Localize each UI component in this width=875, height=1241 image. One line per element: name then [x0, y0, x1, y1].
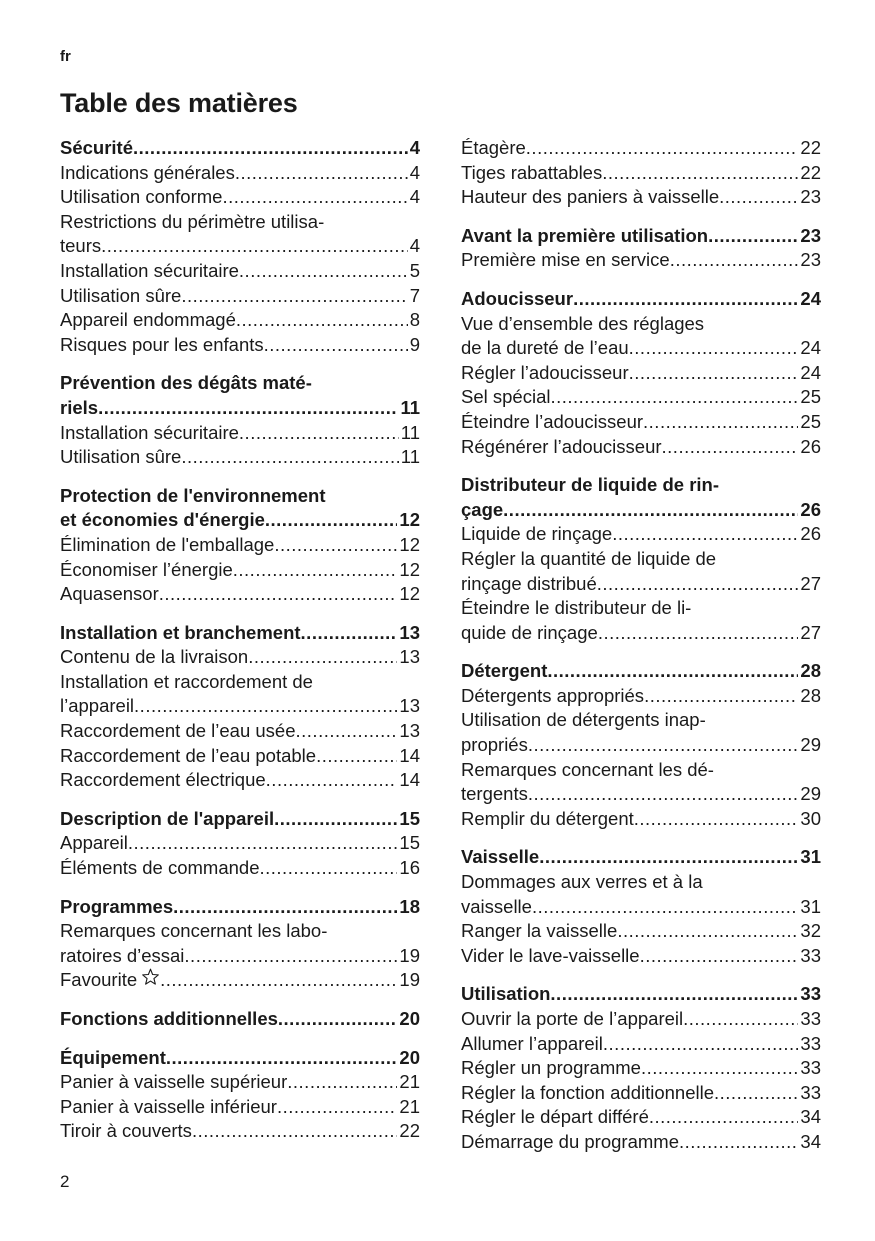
toc-entry-page: 5: [409, 259, 420, 281]
toc-entry-page: 4: [409, 186, 420, 208]
toc-entry-text: teurs: [60, 235, 102, 257]
toc-heading-line: Distributeur de liquide de rin-: [461, 474, 719, 496]
toc-entry-page: 25: [800, 386, 821, 408]
toc-entry-page: 33: [800, 1032, 821, 1054]
toc-entry-page: 15: [399, 832, 420, 854]
dot-leader: [239, 259, 408, 284]
toc-entry[interactable]: [60, 234, 420, 259]
toc-entry[interactable]: [461, 944, 821, 969]
dot-leader: [643, 410, 798, 435]
toc-entry-text: Vider le lave-vaisselle: [461, 944, 640, 966]
toc-entry-text: ratoires d’essai: [60, 944, 185, 966]
dot-leader: [266, 768, 398, 793]
dot-leader: [547, 659, 798, 684]
toc-entry-page: 12: [399, 558, 420, 580]
toc-entry[interactable]: [461, 782, 821, 807]
toc-entry-text: Utilisation sûre: [60, 446, 182, 468]
dot-leader: [634, 807, 799, 832]
toc-entry-page: 29: [800, 783, 821, 805]
toc-heading-page: 15: [399, 807, 420, 829]
toc-entry-page: 14: [399, 744, 420, 766]
dot-leader: [101, 234, 408, 259]
dot-leader: [528, 782, 799, 807]
toc-section-adoucisseur: [461, 287, 821, 459]
toc-entry-page: 13: [399, 646, 420, 668]
toc-section-prevention: [60, 371, 420, 469]
toc-entry-text: Ouvrir la porte de l’appareil: [461, 1008, 684, 1029]
dot-leader: [233, 558, 398, 583]
toc-entry-page: 7: [409, 284, 420, 306]
toc-entry-page: 11: [400, 446, 420, 468]
toc-entry-text: propriés: [461, 734, 528, 756]
dot-leader: [236, 308, 408, 333]
toc-entry-page: 29: [800, 734, 821, 756]
toc-entry-text: vaisselle: [461, 895, 532, 917]
dot-leader: [719, 185, 798, 210]
toc-entry[interactable]: [60, 421, 420, 446]
dot-leader: [649, 1105, 799, 1130]
toc-entry-line: Dommages aux verres et à la: [461, 871, 703, 893]
toc-entry-text: Élimination de l'emballage: [60, 533, 275, 555]
dot-leader: [708, 224, 798, 249]
toc-entry[interactable]: [461, 1032, 821, 1057]
toc-entry-page: 34: [800, 1106, 821, 1128]
toc-entry[interactable]: [60, 944, 420, 969]
dot-leader: [260, 856, 398, 881]
toc-entry-text: Installation sécuritaire: [60, 259, 239, 281]
toc-section-description: [60, 807, 420, 881]
toc-entry[interactable]: [461, 919, 821, 944]
toc-entry[interactable]: [461, 895, 821, 920]
toc-entry-text: Utilisation conforme: [60, 186, 223, 208]
dot-leader: [274, 807, 397, 832]
page-number: 2: [60, 1172, 70, 1191]
toc-entry-page: 26: [800, 523, 821, 545]
dot-leader: [539, 845, 798, 870]
toc-heading-page: 12: [399, 509, 420, 531]
dot-leader: [248, 645, 397, 670]
dot-leader: [192, 1119, 397, 1144]
dot-leader: [173, 895, 397, 920]
dot-leader: [181, 284, 407, 309]
toc-heading-text: Détergent: [461, 660, 548, 682]
dot-leader: [629, 361, 799, 386]
toc-heading-page: 28: [800, 660, 821, 682]
toc-heading-text: Équipement: [60, 1046, 166, 1068]
toc-entry[interactable]: [461, 1007, 821, 1032]
toc-section-detergent: [461, 659, 821, 831]
toc-entry-line: Remarques concernant les labo-: [60, 920, 328, 942]
toc-entry[interactable]: [60, 694, 420, 719]
dot-leader: [274, 533, 397, 558]
toc-entry-line: Utilisation de détergents inap-: [461, 709, 706, 731]
toc-entry-page: 22: [800, 161, 821, 183]
toc-entry[interactable]: [60, 259, 420, 284]
toc-heading[interactable]: [60, 807, 420, 832]
toc-entry-page: 11: [400, 421, 420, 443]
dot-leader: [550, 982, 798, 1007]
dot-leader: [98, 396, 398, 421]
toc-entry-page: 32: [800, 920, 821, 942]
toc-entry-text: Panier à vaisselle inférieur: [60, 1095, 277, 1117]
toc-heading[interactable]: [60, 396, 420, 421]
toc-entry-page: 19: [399, 969, 420, 991]
toc-entry-page: 28: [800, 684, 821, 706]
toc-entry-line: Vue d’ensemble des réglages: [461, 312, 705, 334]
toc-entry[interactable]: [461, 522, 821, 547]
toc-entry-page: 9: [409, 333, 420, 355]
toc-entry-text: Appareil: [60, 832, 128, 854]
dot-leader: [640, 944, 799, 969]
toc-entry[interactable]: [60, 333, 420, 358]
dot-leader: [617, 919, 798, 944]
toc-entry[interactable]: [461, 1105, 821, 1130]
toc-entry-text: Tiroir à couverts: [60, 1120, 192, 1142]
toc-entry[interactable]: [60, 558, 420, 583]
dot-leader: [160, 968, 397, 993]
dot-leader: [714, 1081, 798, 1106]
dot-leader: [602, 161, 798, 186]
toc-section-environnement: [60, 484, 420, 607]
toc-entry-text: l’appareil: [60, 695, 135, 717]
toc-section-installation: [60, 621, 420, 793]
toc-entry[interactable]: [60, 308, 420, 333]
toc-entry-page: 27: [800, 572, 821, 594]
toc-heading-page: 13: [399, 621, 420, 643]
toc-entry[interactable]: [461, 1130, 821, 1155]
toc-heading[interactable]: [461, 498, 821, 523]
toc-entry-page: 24: [800, 361, 821, 383]
dot-leader: [679, 1130, 798, 1155]
toc-entry-text: de la dureté de l’eau: [461, 337, 629, 359]
toc-entry[interactable]: [461, 248, 821, 273]
toc-heading-line: Protection de l'environnement: [60, 484, 326, 506]
toc-entry[interactable]: [461, 136, 821, 161]
toc-heading-text: Fonctions additionnelles: [60, 1008, 278, 1029]
toc-entry-text: Régénérer l’adoucisseur: [461, 435, 662, 457]
toc-entry-page: 12: [399, 533, 420, 555]
toc-entry[interactable]: [461, 572, 821, 597]
toc-entry-page: 34: [800, 1130, 821, 1152]
toc-entry-page: 26: [800, 435, 821, 457]
toc-heading[interactable]: [60, 1046, 420, 1071]
toc-heading[interactable]: [461, 659, 821, 684]
toc-entry-text: rinçage distribué: [461, 572, 597, 594]
dot-leader: [235, 161, 408, 186]
dot-leader: [134, 694, 397, 719]
toc-entry[interactable]: [60, 445, 420, 470]
dot-leader: [296, 719, 398, 744]
toc-entry-text: Étagère: [461, 137, 526, 158]
toc-entry[interactable]: [60, 645, 420, 670]
toc-entry-page: 14: [399, 769, 420, 791]
dot-leader: [528, 733, 799, 758]
toc-heading[interactable]: [60, 621, 420, 646]
toc-entry[interactable]: [60, 768, 420, 793]
dot-leader: [159, 582, 398, 607]
toc-entry-line: Restrictions du périmètre utilisa-: [60, 210, 325, 232]
toc-heading-text: riels: [60, 396, 99, 418]
toc-entry-text: Éléments de commande: [60, 857, 260, 879]
dot-leader: [239, 421, 399, 446]
toc-entry[interactable]: [461, 361, 821, 386]
toc-entry-page: 4: [409, 161, 420, 183]
toc-heading-page: 33: [800, 983, 821, 1005]
toc-heading-text: Description de l'appareil: [60, 807, 275, 829]
dot-leader: [181, 445, 398, 470]
toc-entry-text: Remplir du détergent: [461, 807, 634, 829]
toc-heading-page: 26: [800, 498, 821, 520]
toc-entry-text: Hauteur des paniers à vaisselle: [461, 186, 720, 208]
toc-entry[interactable]: [461, 733, 821, 758]
toc-entry[interactable]: [60, 185, 420, 210]
toc-entry-line: Régler la quantité de liquide de: [461, 547, 717, 569]
toc-heading[interactable]: [60, 1007, 420, 1032]
toc-entry-line: Éteindre le distributeur de li-: [461, 597, 692, 619]
dot-leader: [133, 136, 408, 161]
toc-entry[interactable]: [461, 435, 821, 460]
toc-entry[interactable]: [60, 968, 420, 993]
toc-entry-page: 21: [399, 1095, 420, 1117]
toc-entry-text: Régler un programme: [461, 1057, 641, 1079]
toc-entry[interactable]: [60, 856, 420, 881]
toc-heading-page: 11: [400, 396, 420, 418]
toc-entry-page: 25: [800, 410, 821, 432]
toc-entry-page: 33: [800, 1081, 821, 1103]
toc-heading[interactable]: [60, 508, 420, 533]
toc-heading-page: 24: [800, 287, 821, 309]
toc-entry-page: 33: [800, 1008, 821, 1029]
dot-leader: [597, 572, 799, 597]
toc-heading-page: 18: [399, 895, 420, 917]
toc-entry[interactable]: [461, 336, 821, 361]
toc-entry-text: Régler l’adoucisseur: [461, 361, 629, 383]
toc-entry-text: Régler la fonction additionnelle: [461, 1081, 715, 1103]
toc-entry[interactable]: [461, 185, 821, 210]
toc-heading-text: Adoucisseur: [461, 287, 574, 309]
dot-leader: [503, 498, 798, 523]
toc-heading-text: çage: [461, 498, 504, 520]
toc-section-distributeur: [461, 473, 821, 645]
toc-heading[interactable]: [60, 895, 420, 920]
page-title: Table des matières: [60, 88, 298, 118]
toc-entry[interactable]: [461, 807, 821, 832]
toc-entry-text: Démarrage du programme: [461, 1130, 679, 1152]
dot-leader: [265, 508, 398, 533]
toc-entry[interactable]: [60, 161, 420, 186]
toc-entry-page: 23: [800, 249, 821, 271]
toc-entry-text: Sel spécial: [461, 386, 551, 408]
toc-entry-line: Remarques concernant les dé-: [461, 758, 714, 780]
toc-entry-page: 12: [399, 583, 420, 605]
toc-entry-text: Détergents appropriés: [461, 684, 645, 706]
toc-entry-page: 33: [800, 944, 821, 966]
toc-entry[interactable]: [60, 719, 420, 744]
toc-entry-text: Ranger la vaisselle: [461, 920, 618, 942]
toc-entry-text: quide de rinçage: [461, 621, 598, 643]
toc-heading-page: 20: [399, 1046, 420, 1068]
toc-entry[interactable]: [461, 621, 821, 646]
toc-entry-page: 22: [399, 1120, 420, 1142]
dot-leader: [612, 522, 798, 547]
toc-heading-page: 4: [409, 137, 420, 158]
toc-entry-text: Économiser l’énergie: [60, 558, 233, 580]
toc-heading-text: Avant la première utilisation: [461, 224, 709, 246]
toc-entry-text: Allumer l’appareil: [461, 1032, 603, 1054]
toc-heading-page: 20: [399, 1008, 420, 1029]
toc-heading-text: Sécurité: [60, 137, 134, 158]
toc-heading-text: et économies d'énergie: [60, 509, 265, 531]
dot-leader: [277, 1095, 397, 1120]
toc-entry-page: 24: [800, 337, 821, 359]
dot-leader: [670, 248, 799, 273]
toc-entry[interactable]: [461, 684, 821, 709]
toc-entry-page: 8: [409, 309, 420, 331]
toc-entry-page: 31: [800, 895, 821, 917]
toc-entry[interactable]: [60, 1095, 420, 1120]
toc-entry-text: Première mise en service: [461, 249, 670, 271]
toc-column-left: [60, 136, 420, 1158]
dot-leader: [287, 1070, 397, 1095]
toc-entry-page: 22: [800, 137, 821, 158]
dot-leader: [184, 944, 397, 969]
toc-entry-text: tergents: [461, 783, 528, 805]
toc-entry-text: Appareil endommagé: [60, 309, 236, 331]
toc-entry[interactable]: [461, 1081, 821, 1106]
toc-entry-text: Éteindre l’adoucisseur: [461, 410, 644, 432]
dot-leader: [222, 185, 407, 210]
toc-entry-text: Raccordement électrique: [60, 769, 266, 791]
toc-entry-text: Installation sécuritaire: [60, 421, 239, 443]
dot-leader: [662, 435, 799, 460]
toc-entry-line: Installation et raccordement de: [60, 670, 313, 692]
toc-section-securite: [60, 136, 420, 357]
dot-leader: [316, 744, 397, 769]
toc-entry[interactable]: [60, 582, 420, 607]
toc-section-premiere: [461, 224, 821, 273]
toc-column-right: [461, 136, 821, 1169]
toc-entry[interactable]: [60, 831, 420, 856]
toc-section-equipement: [60, 1046, 420, 1144]
toc-entry-page: 16: [399, 857, 420, 879]
toc-entry-text: Favourite: [60, 969, 138, 991]
toc-heading[interactable]: [60, 136, 420, 161]
toc-heading-page: 31: [800, 846, 821, 868]
toc-heading-text: Vaisselle: [461, 846, 540, 868]
toc-entry-page: 33: [800, 1057, 821, 1079]
toc-entry-page: 13: [399, 720, 420, 742]
toc-section-utilisation: [461, 982, 821, 1154]
toc-heading-text: Utilisation: [461, 983, 551, 1005]
toc-entry-text: Contenu de la livraison: [60, 646, 249, 668]
toc-entry[interactable]: [461, 385, 821, 410]
toc-entry-text: Risques pour les enfants: [60, 333, 264, 355]
toc-entry-page: 19: [399, 944, 420, 966]
toc-entry-text: Raccordement de l’eau usée: [60, 720, 296, 742]
toc-entry-text: Tiges rabattables: [461, 161, 603, 183]
toc-heading-text: Installation et branchement: [60, 621, 301, 643]
dot-leader: [598, 621, 799, 646]
toc-section-equipement-suite: [461, 136, 821, 210]
toc-entry-text: Régler le départ différé: [461, 1106, 649, 1128]
dot-leader: [641, 1056, 798, 1081]
language-code: fr: [60, 48, 71, 65]
toc-entry-text: Liquide de rinçage: [461, 523, 613, 545]
toc-section-programmes: [60, 895, 420, 993]
toc-entry-text: Aquasensor: [60, 583, 159, 605]
dot-leader: [573, 287, 798, 312]
toc-entry-page: 4: [409, 235, 420, 257]
toc-heading[interactable]: [461, 224, 821, 249]
dot-leader: [264, 333, 408, 358]
toc-heading-text: Programmes: [60, 895, 174, 917]
toc-entry[interactable]: [60, 1119, 420, 1144]
toc-section-vaisselle: [461, 845, 821, 968]
dot-leader: [644, 684, 798, 709]
toc-heading-page: 23: [800, 224, 821, 246]
dot-leader: [526, 136, 799, 161]
dot-leader: [301, 621, 398, 646]
toc-heading[interactable]: [461, 982, 821, 1007]
toc-entry[interactable]: [60, 533, 420, 558]
toc-entry-page: 27: [800, 621, 821, 643]
dot-leader: [532, 895, 798, 920]
toc-entry[interactable]: [461, 161, 821, 186]
star-outline-icon: [141, 968, 160, 993]
toc-entry-text: Utilisation sûre: [60, 284, 182, 306]
toc-heading-line: Prévention des dégâts maté-: [60, 372, 312, 394]
toc-heading[interactable]: [461, 845, 821, 870]
toc-entry[interactable]: [461, 1056, 821, 1081]
toc-entry-text: Indications générales: [60, 161, 235, 183]
toc-entry-page: 21: [399, 1071, 420, 1093]
toc-entry[interactable]: [60, 1070, 420, 1095]
toc-entry-text: Raccordement de l’eau potable: [60, 744, 317, 766]
toc-entry-page: 23: [800, 186, 821, 208]
dot-leader: [550, 385, 798, 410]
dot-leader: [629, 336, 799, 361]
dot-leader: [683, 1007, 798, 1032]
toc-entry[interactable]: [461, 410, 821, 435]
dot-leader: [278, 1007, 398, 1032]
dot-leader: [603, 1032, 799, 1057]
toc-entry[interactable]: [60, 284, 420, 309]
dot-leader: [128, 831, 398, 856]
toc-entry-text: Panier à vaisselle supérieur: [60, 1071, 288, 1093]
toc-entry[interactable]: [60, 744, 420, 769]
toc-section-fonctions: [60, 1007, 420, 1032]
toc-heading[interactable]: [461, 287, 821, 312]
dot-leader: [166, 1046, 398, 1071]
toc-entry-page: 30: [800, 807, 821, 829]
toc-entry-page: 13: [399, 695, 420, 717]
